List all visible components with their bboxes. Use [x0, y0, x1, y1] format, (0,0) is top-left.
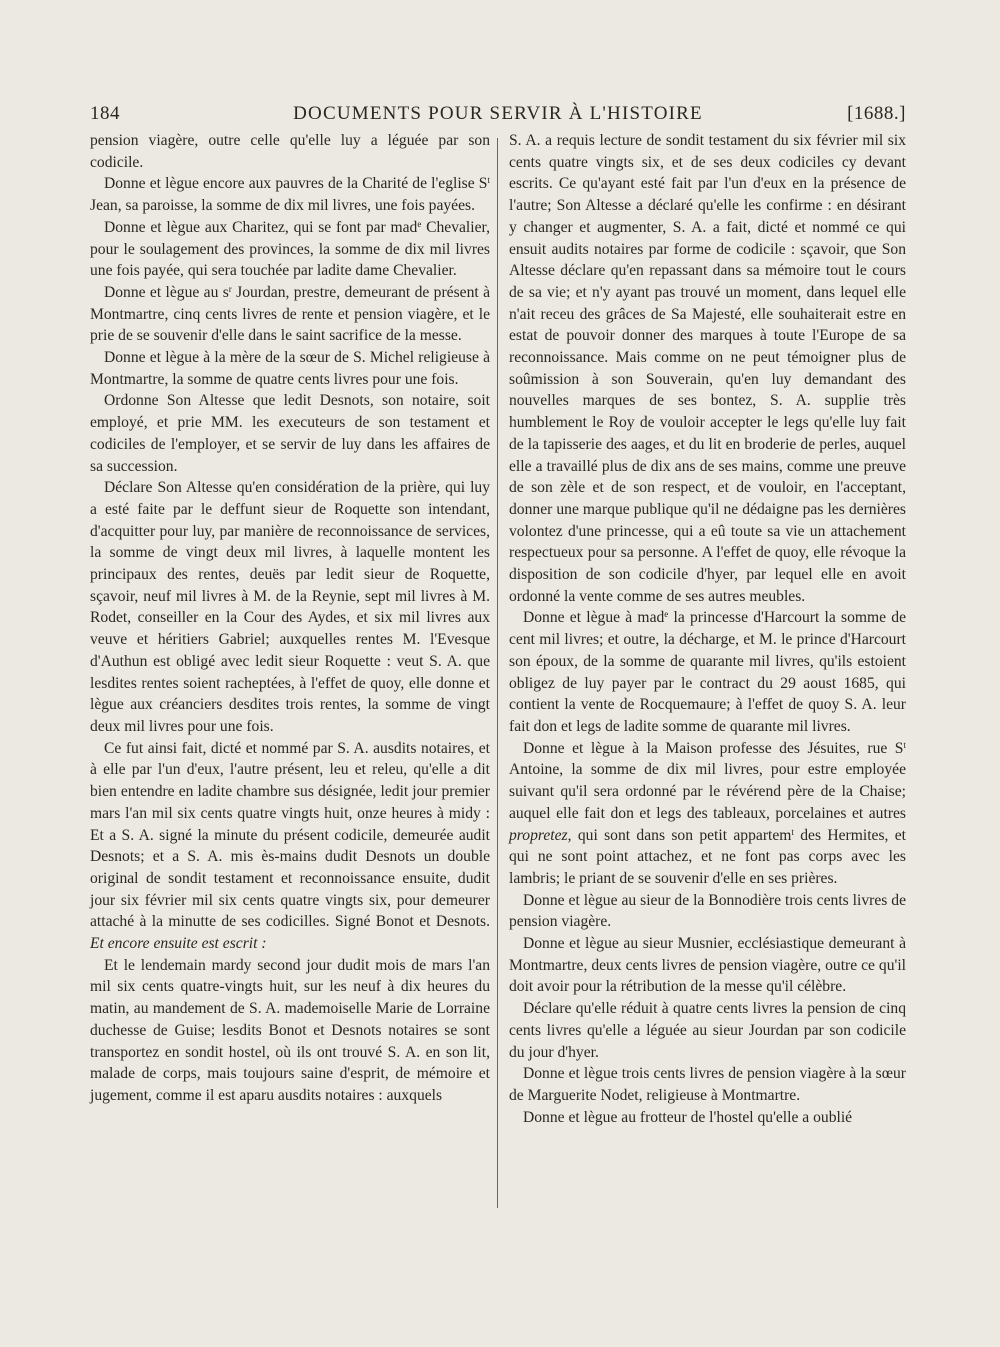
paragraph: Donne et lègue au sieur Musnier, ecclésiastique demeurant à Montmartre, deux cents livres de pension viagère, outre ce qu'il doit avoir pour la rétribution de la messe qu'il célèbre. [509, 935, 906, 996]
paragraph: Déclare Son Altesse qu'en considération de la prière, qui luy a esté faite par le deffunt sieur de Roquette son intendant, d'acquitter pour luy, par manière de reconnoissance de services, la somme de vingt deux mil livres, à laquelle montent les principaux des rentes, deuës par ledit sieur de Roquette, sçavoir, neuf mil livres à M. de la Reynie, sept mil livres à M. Rodet, conseiller en la Cour des Aydes, et six mil livres aux veuve et héritiers Gabriel; auxquelles rentes M. l'Evesque d'Authun est obligé avec ledit sieur Roquette : veut S. A. que lesdites rentes soient racheptées, à l'effet de quoy, elle donne et lègue aux créanciers desdites trois rentes, la somme de vingt deux mil livres pour une fois. [90, 479, 490, 735]
header-year: [1688.] [847, 103, 906, 124]
paragraph: Ce fut ainsi fait, dicté et nommé par S. A. ausdits notaires, et à elle par l'un d'eux, l'autre présent, leu et releu, qu'elle a dit bien entendre en ladite chambre sus désignée, ledit jour premier mars l'an mil six cents quatre vingts huit, onze heures à midy : Et a S. A. signé la minute du présent codicile, demeurée audit Desnots; et a S. A. mis ès-mains dudit Desnots un double original de sondit testament et reconnoissance ensuite, dudit jour six février mil six cents quatre vingts six, pour demeurer attaché à la minutte de ses codicilles. Signé Bonot et Desnots. Et encore ensuite est escrit : [90, 739, 490, 953]
right-column [509, 130, 906, 1128]
paragraph: pension viagère, outre celle qu'elle luy a léguée par son codicile. [90, 132, 490, 171]
paragraph: Donne et lègue au sieur de la Bonnodière trois cents livres de pension viagère. [509, 891, 906, 931]
column-divider [497, 138, 498, 1208]
paragraph: Donne et lègue au frotteur de l'hostel qu'elle a oublié [523, 1108, 853, 1126]
page-header [90, 103, 906, 133]
paragraph: Donne et lègue encore aux pauvres de la Charité de l'eglise $S^t$ Jean, sa paroisse, la somme de dix mil livres, une fois payées. [90, 175, 490, 215]
paragraph: Donne et lègue au $s^r$ Jourdan, prestre, demeurant de présent à Montmartre, cinq cents livres de rente et pension viagère, et le prie de se souvenir d'elle dans le saint sacrifice de la messe. [90, 283, 490, 345]
paragraph: Donne et lègue à la mère de la sœur de S. Michel religieuse à Montmartre, la somme de quatre cents livres pour une fois. [90, 349, 490, 388]
paragraph: Donne et lègue aux Charitez, qui se font par mad$^e$ Chevalier, pour le soulagement des provinces, la somme de dix mil livres une fois payée, qui sera touchée par ladite dame Chevalier. [90, 218, 490, 280]
paragraph: Et le lendemain mardy second jour dudit mois de mars l'an mil six cents quatre-vingts huit, sur les neuf à dix heures du matin, au mandement de S. A. mademoiselle Marie de Lorraine duchesse de Guise; lesdits Bonot et Desnots notaires se sont transportez en sondit hostel, où ils ont trouvé S. A. en son lit, malade de corps, mais toujours saine d'esprit, de mémoire et jugement, comme il est aparu ausdits notaires : auxquels [90, 956, 490, 1104]
paragraph: S. A. a requis lecture de sondit testament du six février mil six cents quatre vingts six, et de ses deux codiciles cy devant escrits. Ce qu'ayant esté fait par l'un d'eux en la présence de l'autre; Son Altesse a déclaré qu'elle les confirme : en désirant y changer et augmenter, S. A. a fait, dicté et nommé ce qui ensuit audits notaires par forme de codicile : sçavoir, que Son Altesse déclare qu'en repassant dans sa mémoire tout le cours de sa vie; et n'y ayant pas trouvé un moment, dans lequel elle n'ait receu des grâces de Sa Majesté, elle souhaiterait estre en estat de pouvoir donner des marques à toute l'Europe de sa reconnoissance. Mais comme on ne peut témoigner plus de soûmission à son Souverain, qu'en luy demandant des nouvelles marques de ses bontez, S. A. supplie très humblement le Roy de vouloir accepter le legs qu'elle luy fait de la tapisserie des aages, et du lit en broderie de perles, auquel elle a travaillé plus de dix ans de ses mains, comme une preuve de son zèle et de son respect, et de vouloir, en l'acceptant, donner une marque publique qu'il ne dédaigne pas les dernières volontez d'une princesse, qui a eû toute sa vie un attachement respectueux pour sa personne. A l'effet de quoy, elle révoque la disposition de son codicile d'hyer, par lequel elle en avoit ordonné la vente comme de ses autres meubles. [509, 132, 906, 605]
paragraph: Donne et lègue trois cents livres de pension viagère à la sœur de Marguerite Nodet, religieuse à Montmartre. [509, 1065, 906, 1104]
paragraph: Déclare qu'elle réduit à quatre cents livres la pension de cinq cents livres qu'elle a léguée au sieur Jourdan par son codicile du jour d'hyer. [509, 1000, 906, 1061]
paragraph: Donne et lègue à la Maison professe des Jésuites, rue $S^t$ Antoine, la somme de dix mil livres, pour estre employée suivant qu'il sera ordonné par le révérend père de la Chaise; auquel elle fait don et legs des tableaux, porcelaines et autres propretez, qui sont dans son petit appartem$^t$ des Hermites, et qui ne sont point attachez, et ne font pas corps avec les lambris; le priant de se souvenir d'elle en ses prières. [509, 739, 907, 887]
page-number: 184 [90, 103, 120, 124]
paragraph: Donne et lègue à mad$^e$ la princesse d'Harcourt la somme de cent mil livres; et outre, la décharge, et M. le prince d'Harcourt son époux, de la somme de quarante mil livres, qu'ils estoient obligez de luy payer par le contract du 29 aoust 1685, qui contient la vente de Rocquemaure; à l'effet de quoy S. A. leur fait don et legs de ladite somme de quarante mil livres. [509, 609, 906, 735]
running-title: DOCUMENTS POUR SERVIR À L'HISTOIRE [293, 103, 703, 124]
left-column [90, 130, 490, 1107]
paragraph: Ordonne Son Altesse que ledit Desnots, son notaire, soit employé, et prie MM. les executeurs de son testament et codiciles de l'employer, et se servir de luy dans les affaires de sa succession. [90, 392, 490, 475]
